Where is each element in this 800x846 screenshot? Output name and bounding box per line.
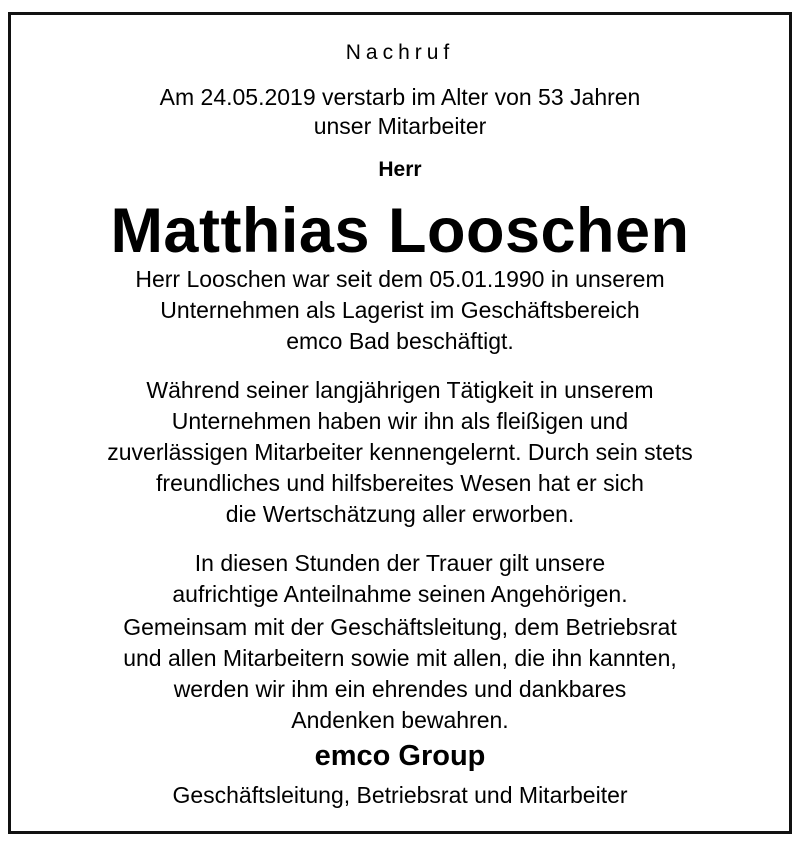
paragraph-remembrance <box>11 612 789 736</box>
notice-heading: Nachruf <box>345 41 455 64</box>
deceased-name: Matthias Looschen <box>110 196 690 266</box>
paragraph-line: werden wir ihm ein ehrendes und dankbares <box>173 676 627 702</box>
paragraph-line: und allen Mitarbeitern sowie mit allen, die ihn kannten, <box>123 645 677 671</box>
paragraph-line: freundliches und hilfsbereites Wesen hat er sich <box>156 470 644 496</box>
obituary-frame <box>8 12 792 834</box>
paragraph-line: Unternehmen haben wir ihn als fleißigen und <box>171 408 629 434</box>
salutation: Herr <box>378 158 422 181</box>
paragraph-line: In diesen Stunden der Trauer gilt unsere <box>194 550 606 576</box>
paragraph-line: aufrichtige Anteilnahme seinen Angehörigen. <box>172 581 628 607</box>
paragraph-line: Herr Looschen war seit dem 05.01.1990 in unserem <box>135 266 665 292</box>
paragraph-condolence <box>11 548 789 610</box>
intro-line: unser Mitarbeiter <box>313 113 487 139</box>
paragraph-appreciation <box>11 375 789 530</box>
intro-line: Am 24.05.2019 verstarb im Alter von 53 Jahren <box>159 84 641 110</box>
paragraph-line: Während seiner langjährigen Tätigkeit in unserem <box>146 377 654 403</box>
paragraph-line: Gemeinsam mit der Geschäftsleitung, dem Betriebsrat <box>123 614 677 640</box>
paragraph-line: Andenken bewahren. <box>291 707 509 733</box>
signers-line: Geschäftsleitung, Betriebsrat und Mitarbeiter <box>172 782 628 808</box>
paragraph-line: Unternehmen als Lagerist im Geschäftsbereich <box>160 297 640 323</box>
paragraph-employment <box>11 264 789 357</box>
paragraph-line: emco Bad beschäftigt. <box>286 328 514 354</box>
paragraph-line: die Wertschätzung aller erworben. <box>225 501 575 527</box>
company-name: emco Group <box>314 740 486 772</box>
paragraph-line: zuverlässigen Mitarbeiter kennengelernt. Durch sein stets <box>107 439 693 465</box>
intro-text <box>11 83 789 141</box>
